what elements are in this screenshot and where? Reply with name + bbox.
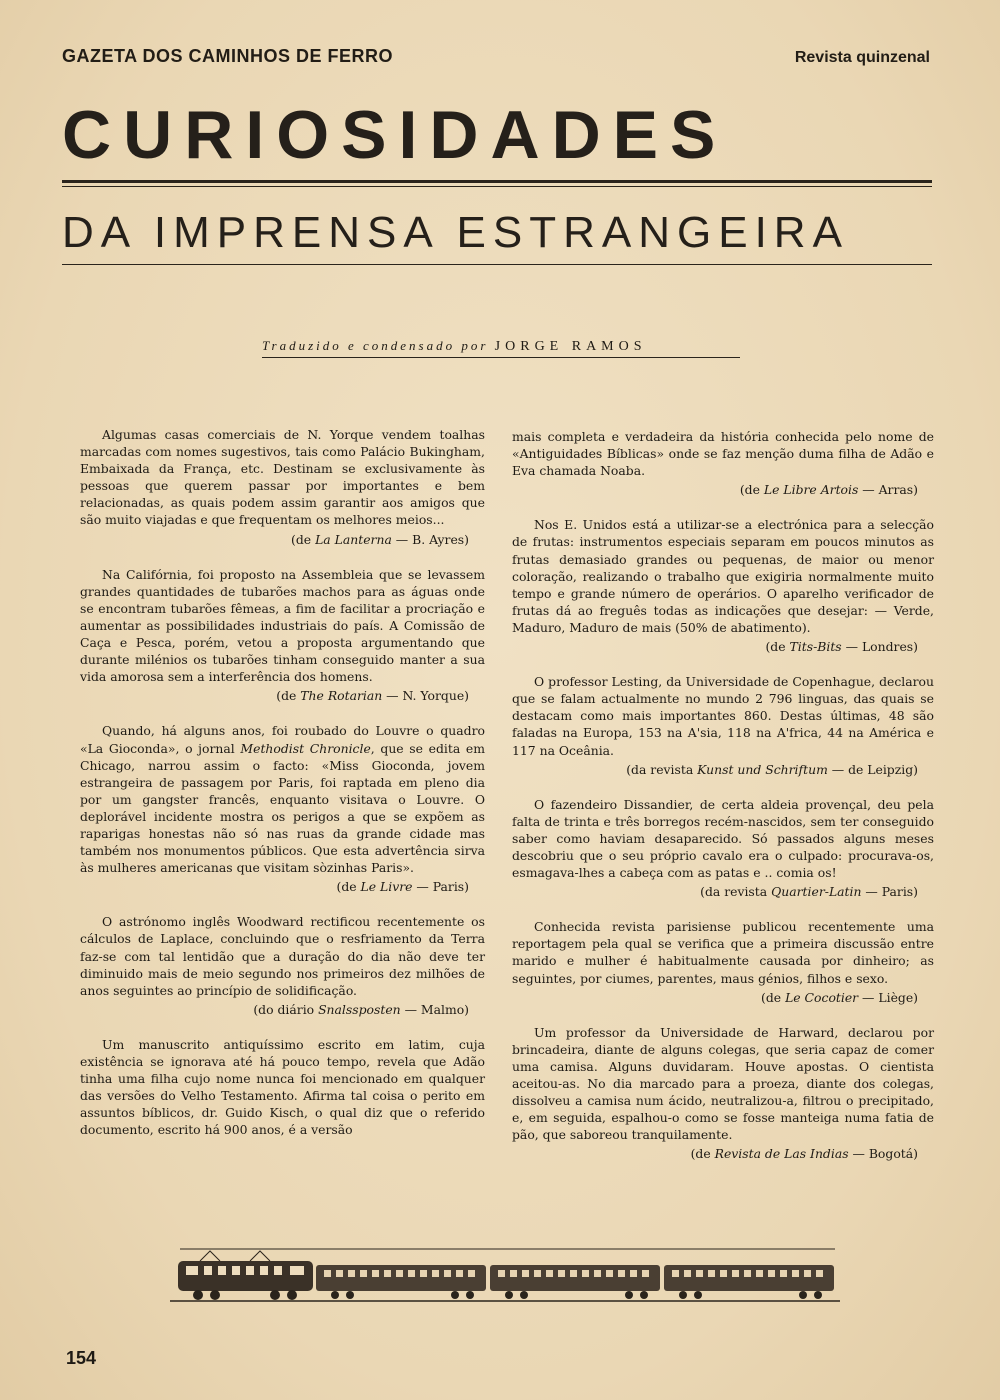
train-illustration-icon: [170, 1245, 840, 1305]
right-column: [512, 428, 934, 1180]
article-source: (da revista Quartier-Latin — Paris): [700, 884, 918, 900]
article-text-continued: mais completa e verdadeira da história conhecida pelo nome de «Antiguidades Bíblicas» onde se faz menção duma filha de Adão e Eva chamada Noaba.: [512, 429, 934, 479]
title-rule-thick: [62, 180, 932, 183]
article-text: Quando, há alguns anos, foi roubado do Louvre o quadro «La Gioconda», o jornal Methodist Chronicle, que se edita em Chicago, narrou assim o facto: «Miss Gioconda, jovem estrangeira de passagem por Paris, foi raptada em pleno dia por um gangster francês, enquanto visitava o Louvre. O deplorável incidente mostra os perigos a que se expõem as raparigas honestas não só nas ruas da grande cidade mas também nos monumentos públicos. Que esta advertência sirva às mulheres americanas que visitam sòzinhas Paris».: [80, 723, 485, 876]
article-source: (do diário Snalssposten — Malmo): [253, 1001, 469, 1017]
translator-credit: [262, 338, 740, 358]
article-source: (de Le Livre — Paris): [336, 879, 469, 895]
page-title: CURIOSIDADES: [62, 97, 728, 173]
article-text: O professor Lesting, da Universidade de Copenhague, declarou que se falam actualmente no mundo 2 796 linguas, das quais se destacam como mais importantes 860. Destas últimas, 48 são faladas na Europa, 153 na A'sia, 118 na A'frica, 44 na América e 117 na Oceânia.: [512, 674, 934, 758]
publication-name: GAZETA DOS CAMINHOS DE FERRO: [62, 46, 394, 66]
article-source: (de The Rotarian — N. Yorque): [276, 688, 469, 704]
subtitle-rule: [62, 264, 932, 265]
title-rule-thin: [62, 186, 932, 187]
page-subtitle: DA IMPRENSA ESTRANGEIRA: [62, 208, 849, 257]
publication-frequency: Revista quinzenal: [794, 49, 930, 66]
article-source: (de La Lanterna — B. Ayres): [291, 531, 469, 547]
credit-prefix: Traduzido e condensado por: [262, 338, 489, 353]
article-text: O astrónomo inglês Woodward rectificou recentemente os cálculos de Laplace, concluindo que o resfriamento da Terra faz-se com tal lentidão que a duração do dia não deve ter diminuido mais de meio segundo nos primeiros dez milhões de anos seguintes ao princípio de solidificação.: [80, 914, 485, 998]
left-column: [80, 426, 485, 1138]
article-text: Um professor da Universidade de Harward, declarou por brincadeira, diante de alguns colegas, que seria capaz de comer uma camisa. Alguns duvidaram. Houve apostas. O cientista aceitou-as. No dia marcado para a proeza, diante dos colegas, dissolveu a camisa num ácido, neutralizou-a, filtrou o precipitado, e, em seguida, espalhou-o como se fosse manteiga numa fatia de pão, que saboreou tranquilamente.: [512, 1024, 934, 1143]
article-source: (de Le Libre Artois — Arras): [739, 482, 918, 498]
article-text: Um manuscrito antiquíssimo escrito em latim, cuja existência se ignorava até há pouco tempo, revela que Adão tinha uma filha cujo nome nunca foi mencionado em qualquer das versões do Velho Testamento. Afirma tal coisa o perito em assuntos bíblicos, dr. Guido Kisch, o qual diz que o referido documento, escrito há 900 anos, é a versão: [80, 1036, 485, 1138]
article-text: O fazendeiro Dissandier, de certa aldeia provençal, deu pela falta de trinta e três borregos recém-nascidos, sem ter conseguido saber como haviam desaparecido. Só passados alguns meses descobriu que o seu próprio cavalo era o culpado: procurava-os, esmagava-lhes a cabeça com as patas e .. comia os!: [512, 796, 934, 881]
article-text: Nos E. Unidos está a utilizar-se a electrónica para a selecção de frutas: instrumentos especiais separam em poucos minutos as frutas demasiado grandes ou pequenas, de maior ou menor coloração, realizando o trabalho que exigiria normalmente muito tempo e grande número de operários. O aparelho verificador de frutas dá ao freguês todas as indicações que desejar: — Verde, Maduro, Maduro de mais (50% de abatimento).: [512, 517, 934, 635]
page-number: 154: [66, 1348, 97, 1368]
article-text: Algumas casas comerciais de N. Yorque vendem toalhas marcadas com nomes sugestivos, tais como Palácio Bukingham, Embaixada da França, etc. Destinam se exclusivamente às pessoas que querem passar por importantes e bem relacionadas, as quais podem assim garantir aos amigos que são muito viajadas e que frequentam os melhores meios...: [80, 427, 485, 528]
article-source: (de Tits-Bits — Londres): [765, 639, 918, 655]
article-source: (da revista Kunst und Schriftum — de Leipzig): [626, 761, 918, 777]
article-source: (de Le Cocotier — Liège): [761, 989, 918, 1005]
article-text: Na Califórnia, foi proposto na Assembleia que se levassem grandes quantidades de tubarões machos para as águas onde se encontram tubarões fêmeas, a fim de facilitar a procriação e aumentar as possibilidades industriais do país. A Comissão de Caça e Pesca, porém, vetou a proposta argumentando que durante milénios os tubarões tinham conseguido manter a sua vida amorosa sem a interferência dos homens.: [80, 566, 485, 685]
credit-author: JORGE RAMOS: [494, 339, 647, 354]
article-source: (de Revista de Las Indias — Bogotá): [690, 1146, 918, 1162]
article-text: Conhecida revista parisiense publicou recentemente uma reportagem pela qual se verifica que a primeira discussão entre marido e mulher é habitualmente causada por dinheiro; as seguintes, por ciumes, parentes, maus génios, filhos e sexo.: [512, 919, 934, 986]
